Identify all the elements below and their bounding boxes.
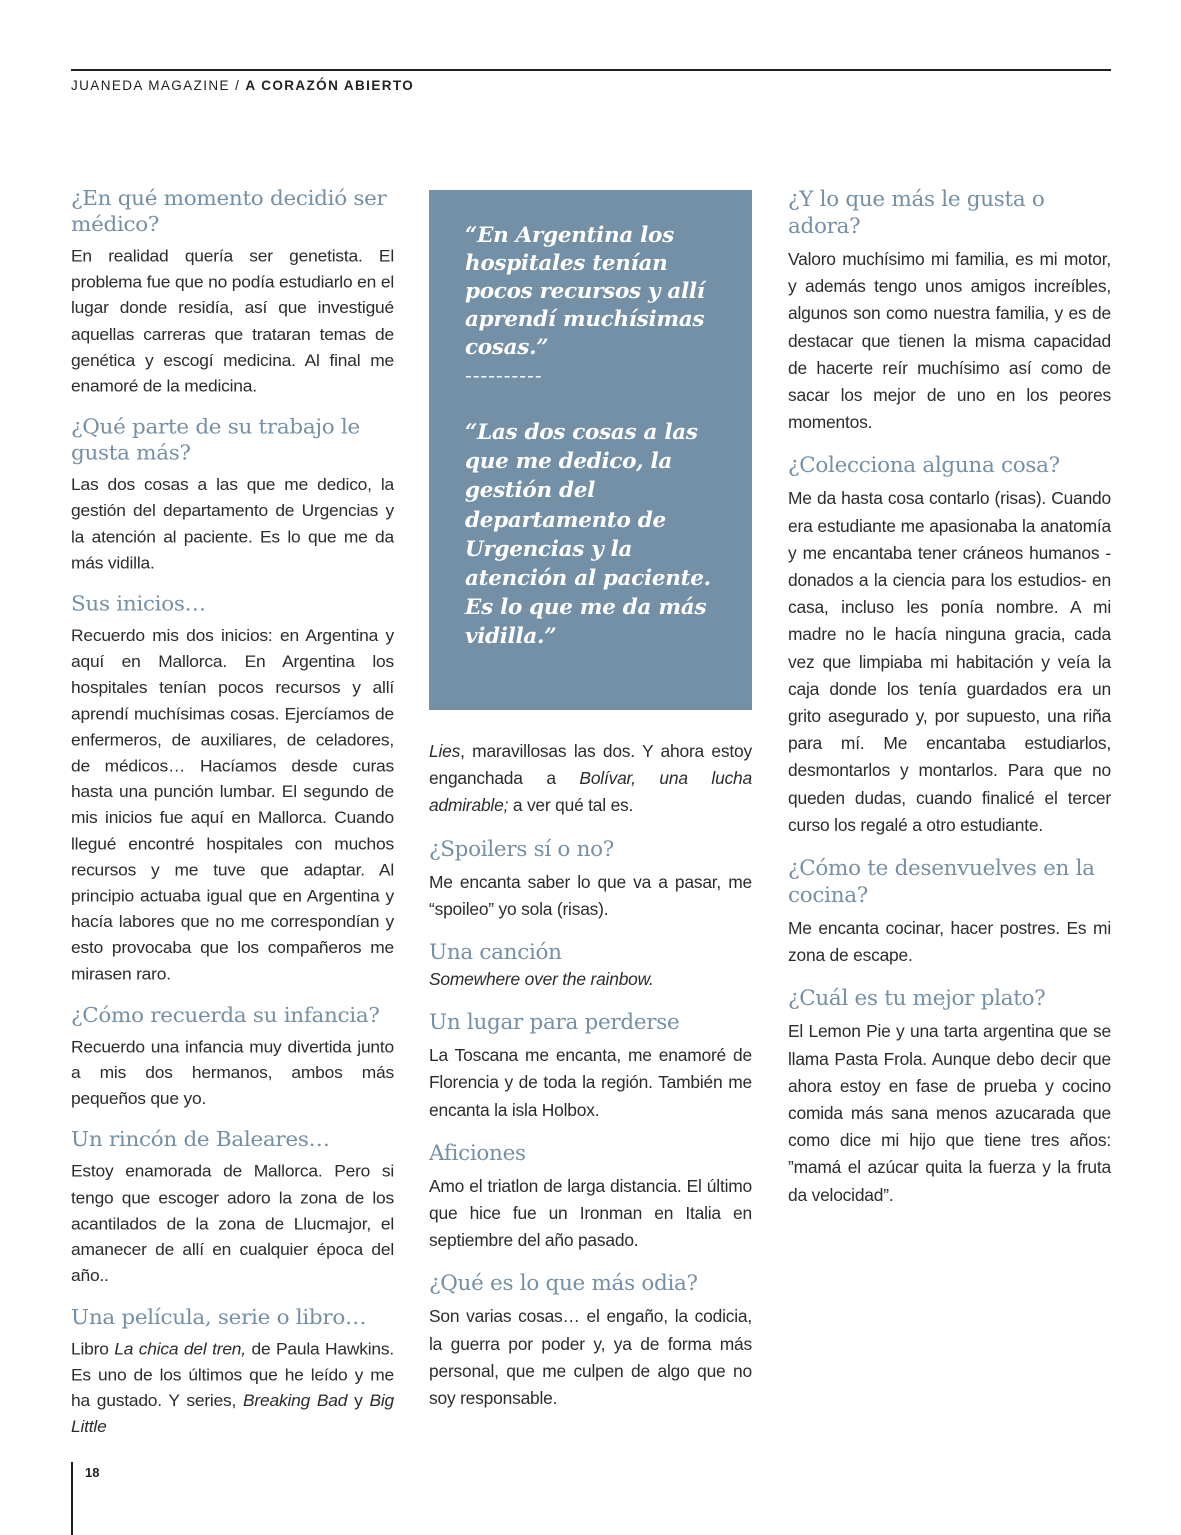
answer-text [429,966,752,993]
header-rule [71,69,1111,71]
series-title: Breaking Bad [243,1390,348,1410]
pull-quote: “En Argentina los hospitales tenían pocos recursos y allí aprendí muchísimas cosas.” [465,223,705,360]
header-separator: / [229,78,246,93]
question-heading: Sus inicios… [71,592,206,617]
answer-text: Son varias cosas… el engaño, la codicia, la guerra por poder y, ya de forma más personal, que me culpen de algo que no soy responsable. [429,1306,752,1409]
answer-text: Recuerdo mis dos inicios: en Argentina y aquí en Mallorca. En Argentina los hospitales tenían pocos recursos y allí aprendí muchísimas cosas. Ejercíamos de enfermeros, de auxiliares, de celadores, de médicos… Hacíamos desde curas hasta una punción lumbar. El segundo de mis inicios fue aquí en Mallorca. Cuando llegué encontré hospitales con muchos recursos y me tuve que adaptar. Al principio actuaba igual que en Argentina y hacía labores que no me correspondían y esto provocaba que los compañeros me mirasen raro. [71,625,394,984]
magazine-name: JUANEDA MAGAZINE [71,78,230,93]
column-1 [71,186,394,1455]
footer-rule [71,1462,73,1535]
question-heading: ¿Qué es lo que más odia? [429,1271,698,1297]
text-run: a ver qué tal es. [508,795,634,816]
question-heading: ¿En qué momento decidió ser médico? [71,186,387,237]
answer-text: Recuerdo una infancia muy divertida junto a mis dos hermanos, ambos más pequeños que yo. [71,1036,394,1109]
question-heading: ¿Qué parte de su trabajo le gusta más? [71,415,360,466]
answer-text: Valoro muchísimo mi familia, es mi motor, y además tengo unos amigos increíbles, algunos son como nuestra familia, y es de destacar que tienen la misma capacidad de hacerte reír muchísimo así como de sacar los mejor de uno en los peores momentos. [788,249,1111,433]
text-run: Libro [71,1338,115,1358]
pull-quote-box [429,190,752,710]
answer-text: Me encanta cocinar, hacer postres. Es mi zona de escape. [788,918,1111,966]
question-heading: ¿Spoilers sí o no? [429,836,615,862]
question-heading: ¿Cómo recuerda su infancia? [71,1003,380,1028]
text-run: y [347,1390,370,1410]
question-heading: Aficiones [429,1140,526,1166]
answer-text: La Toscana me encanta, me enamoré de Florencia y de toda la región. También me encanta la isla Holbox. [429,1045,752,1120]
question-heading: ¿Colecciona alguna cosa? [788,453,1060,479]
series-title: Lies [429,741,461,761]
pull-quote: “Las dos cosas a las que me dedico, la gestión del departamento de Urgencias y la atención al paciente. Es lo que me da más vidilla.” [465,420,711,650]
book-title: La chica del tren, [114,1338,246,1358]
question-heading: Un rincón de Baleares… [71,1128,330,1153]
column-3 [788,186,1111,1225]
page-number: 18 [85,1465,100,1480]
answer-text: Me da hasta cosa contarlo (risas). Cuando era estudiante me apasionaba la anatomía y me encantaba tener cráneos humanos -donados a la ciencia para los estudios- en casa, incluso les ponía nombre. A mi madre no le hacía ninguna gracia, cada vez que limpiaba mi habitación y veía la caja donde los tenía guardados era un grito asegurado y, por supuesto, una riña para mí. Me encantaba estudiarlos, desmontarlos y montarlos. Para que no queden dudas, cuando finalicé el tercer curso los regalé a otro estudiante. [788,488,1111,835]
series-title: Big Little [71,1390,394,1436]
question-heading: Una canción [429,940,562,966]
answer-text [429,738,752,820]
answer-text: En realidad quería ser genetista. El problema fue que no podía estudiarlo en el lugar donde residía, así que investigué aquellas carreras que trataran temas de genética y escogí medicina. Al final me enamoré de la medicina. [71,246,394,396]
running-header [71,78,414,93]
question-heading: ¿Y lo que más le gusta o adora? [788,187,1045,239]
question-heading: Una película, serie o libro… [71,1305,367,1330]
text-run: , maravillosas las dos. Y ahora estoy enganchada a [429,741,752,789]
question-heading: ¿Cuál es tu mejor plato? [788,986,1046,1012]
answer-text: Las dos cosas a las que me dedico, la gestión del departamento de Urgencias y la atención al paciente. Es lo que me da más vidilla. [71,475,394,573]
answer-text: Estoy enamorada de Mallorca. Pero si tengo que escoger adoro la zona de los acantilados de la zona de Llucmajor, el amanecer de allí en cualquier época del año.. [71,1161,394,1286]
quote-divider: ---------- [465,363,543,387]
series-title: Bolívar, una lucha admirable; [429,768,753,816]
column-2 [429,190,752,1428]
text-run: de Paula Hawkins. Es uno de los últimos que he leído y me ha gustado. Y series, [71,1338,395,1410]
song-title: Somewhere over the rainbow. [429,969,654,990]
answer-text: Amo el triatlon de larga distancia. El último que hice fue un Ironman en Italia en septiembre del año pasado. [429,1175,752,1251]
question-heading: Un lugar para perderse [429,1010,680,1036]
question-heading: ¿Cómo te desenvuelves en la cocina? [788,856,1095,909]
answer-text: El Lemon Pie y una tarta argentina que se llama Pasta Frola. Aunque debo decir que ahora estoy en fase de prueba y cocino comida más sana menos azucarada que como dice mi hijo que tiene tres años: ”mamá el azúcar quita la fuerza y la fruta da velocidad”. [788,1021,1111,1205]
answer-text [71,1336,394,1440]
answer-text: Me encanta saber lo que va a pasar, me “spoileo” yo sola (risas). [429,871,752,919]
section-name: A CORAZÓN ABIERTO [245,78,415,93]
